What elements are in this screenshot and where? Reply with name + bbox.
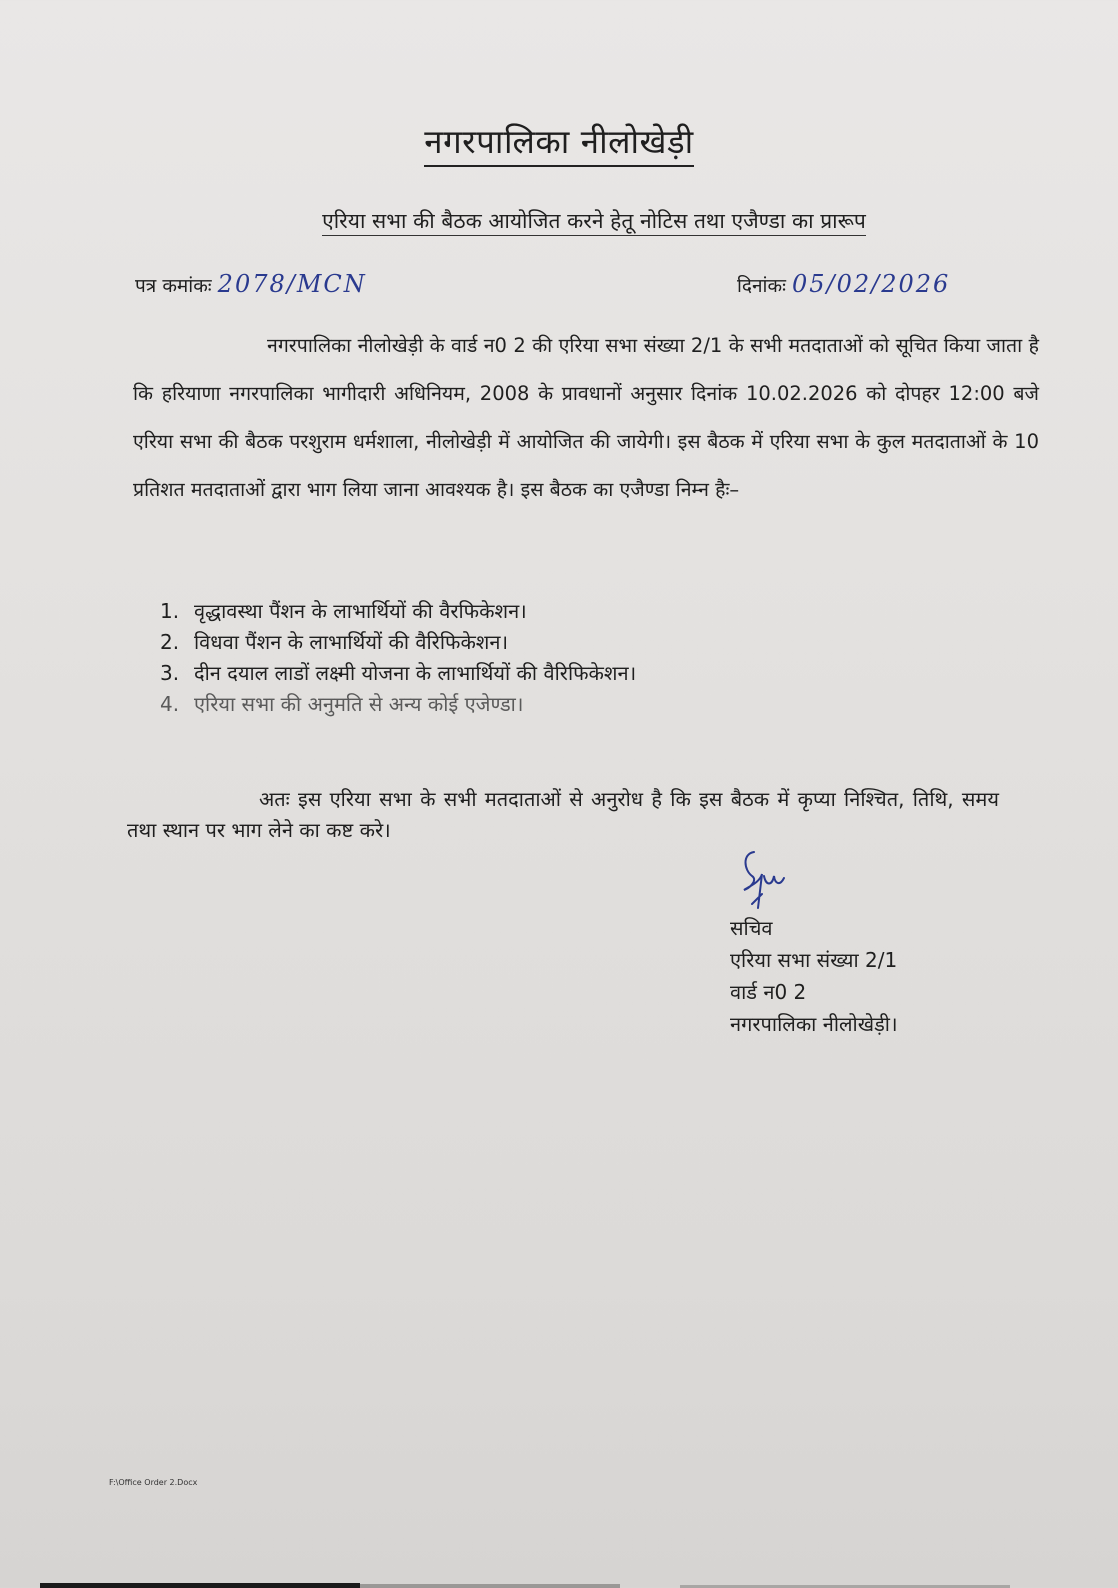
request-paragraph: अतः इस एरिया सभा के सभी मतदाताओं से अनुरोध है कि इस बैठक में कृप्या निश्चित, तिथि, समय तथा स्थान पर भाग लेने का कष्ट करे। [127, 787, 999, 842]
document-title: नगरपालिका नीलोखेड़ी [0, 118, 1118, 163]
page-edge-shadow [360, 1584, 620, 1588]
agenda-item: 4. एरिया सभा की अनुमति से अन्य कोई एजेण्डा। [160, 692, 524, 716]
file-path-footer: F:\Office Order 2.Docx [109, 1478, 198, 1487]
signoff-line: नगरपालिका नीलोखेड़ी। [730, 1012, 898, 1036]
signoff-block [730, 912, 898, 1040]
reference-value: 2078/MCN [217, 270, 367, 298]
date-label: दिनांकः [737, 275, 786, 297]
signoff-line: एरिया सभा संख्या 2/1 [730, 948, 898, 972]
agenda-item: 1. वृद्धावस्था पैंशन के लाभार्थियों की वैरफिकेशन। [160, 599, 527, 623]
signature-icon [732, 846, 812, 916]
reference-number [135, 270, 367, 298]
agenda-item: 2. विधवा पैंशन के लाभार्थियों की वैरिफिकेशन। [160, 630, 509, 654]
letter-date [737, 270, 950, 298]
notice-paragraph: नगरपालिका नीलोखेड़ी के वार्ड न0 2 की एरिया सभा संख्या 2/1 के सभी मतदाताओं को सूचित किया जाता है कि हरियाणा नगरपालिका भागीदारी अधिनियम, 2008 के प्रावधानों अनुसार दिनांक 10.02.2026 को दोपहर 12:00 बजे एरिया सभा की बैठक परशुराम धर्मशाला, नीलोखेड़ी में आयोजित की जायेगी। इस बैठक में एरिया सभा के कुल मतदाताओं के 10 प्रतिशत मतदाताओं द्वारा भाग लिया जाना आवश्यक है। इस बैठक का एजैण्डा निम्न हैः– [133, 334, 1039, 501]
agenda-list [160, 596, 636, 720]
document-subtitle: एरिया सभा की बैठक आयोजित करने हेतू नोटिस तथा एजैण्डा का प्रारूप [0, 207, 1118, 235]
reference-label: पत्र कमांकः [135, 275, 212, 297]
agenda-item: 3. दीन दयाल लाडों लक्ष्मी योजना के लाभार्थियों की वैरिफिकेशन। [160, 661, 637, 685]
date-value: 05/02/2026 [791, 270, 951, 298]
page-edge-shadow [40, 1583, 360, 1588]
designation: सचिव [730, 916, 773, 940]
signoff-line: वार्ड न0 2 [730, 980, 807, 1004]
